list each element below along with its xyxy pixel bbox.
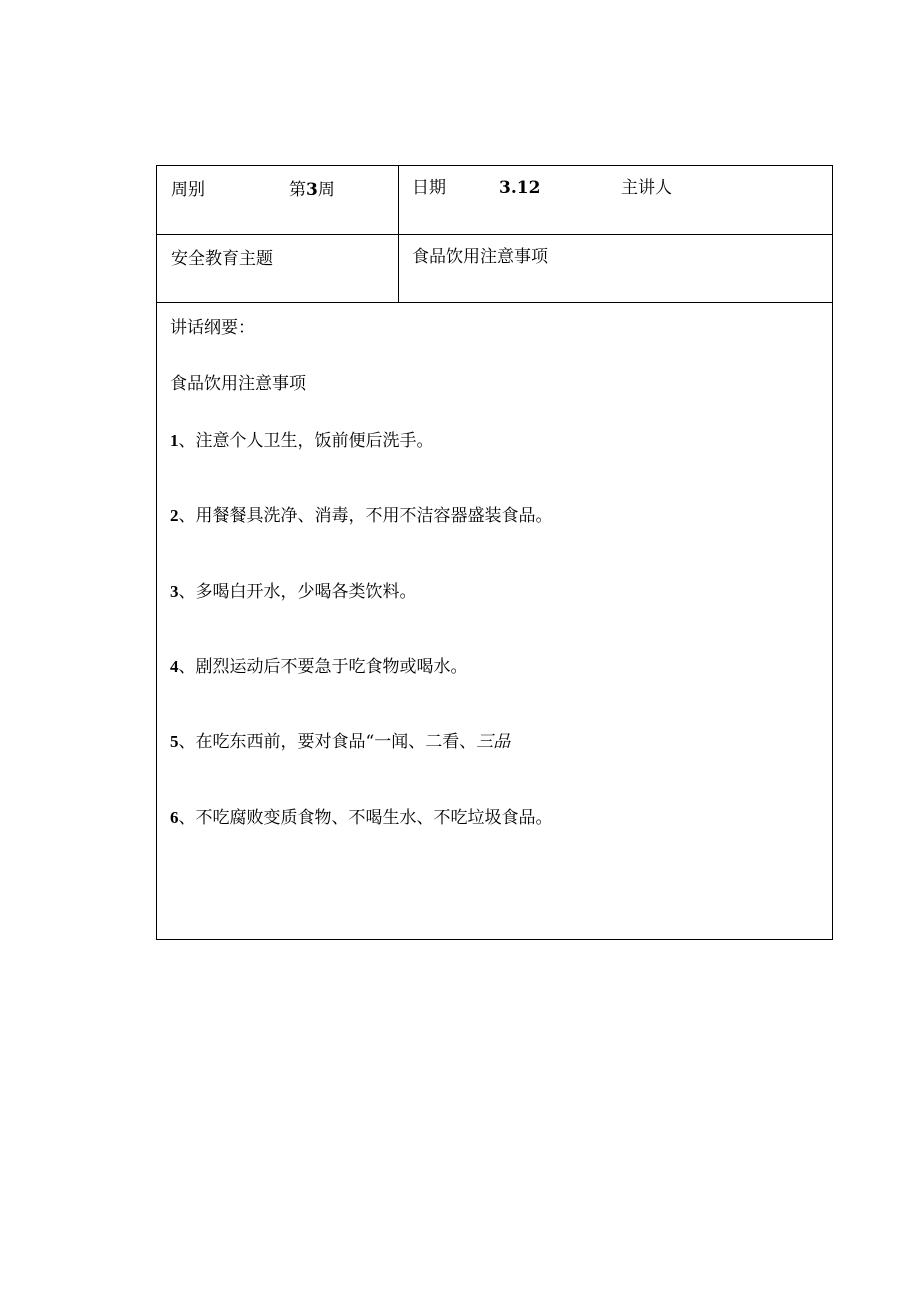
column-divider (398, 166, 399, 303)
list-item (170, 657, 468, 677)
list-item (170, 506, 553, 526)
outline-label: 讲话纲要： (170, 318, 255, 338)
item-number: 1 (170, 431, 179, 450)
item-text-italic: 三品 (476, 732, 511, 752)
item-text: 、注意个人卫生，饭前便后洗手。 (178, 431, 434, 451)
table-row-week-date (157, 166, 832, 235)
list-item (170, 808, 553, 828)
item-number: 6 (170, 808, 179, 827)
item-text: 、在吃东西前，要对食品“一闻、二看、 (178, 732, 477, 752)
date-label: 日期 (412, 178, 446, 198)
week-prefix: 第 (289, 180, 306, 200)
item-text: 、不吃腐败变质食物、不喝生水、不吃垃圾食品。 (178, 808, 553, 828)
list-item (170, 582, 417, 602)
item-text: 、剧烈运动后不要急于吃食物或喝水。 (178, 657, 468, 677)
list-item (170, 732, 510, 752)
outline-title: 食品饮用注意事项 (170, 374, 306, 394)
date-value: 3.12 (499, 178, 541, 198)
item-number: 3 (170, 582, 179, 601)
week-label: 周别 (171, 180, 205, 200)
table-row-theme (157, 235, 832, 303)
item-number: 4 (170, 657, 179, 676)
item-number: 5 (170, 732, 179, 751)
week-suffix: 周 (317, 180, 335, 200)
list-item (170, 431, 434, 451)
item-number: 2 (170, 506, 179, 525)
theme-value: 食品饮用注意事项 (412, 247, 548, 267)
week-number: 3 (306, 180, 318, 200)
item-text: 、多喝白开水，少喝各类饮料。 (178, 582, 417, 602)
item-text: 、用餐餐具洗净、消毒，不用不洁容器盛装食品。 (178, 506, 553, 526)
theme-label: 安全教育主题 (171, 249, 273, 269)
speaker-label: 主讲人 (621, 178, 672, 198)
week-value (289, 180, 335, 200)
outline-section (157, 303, 832, 939)
lesson-table (156, 165, 833, 940)
